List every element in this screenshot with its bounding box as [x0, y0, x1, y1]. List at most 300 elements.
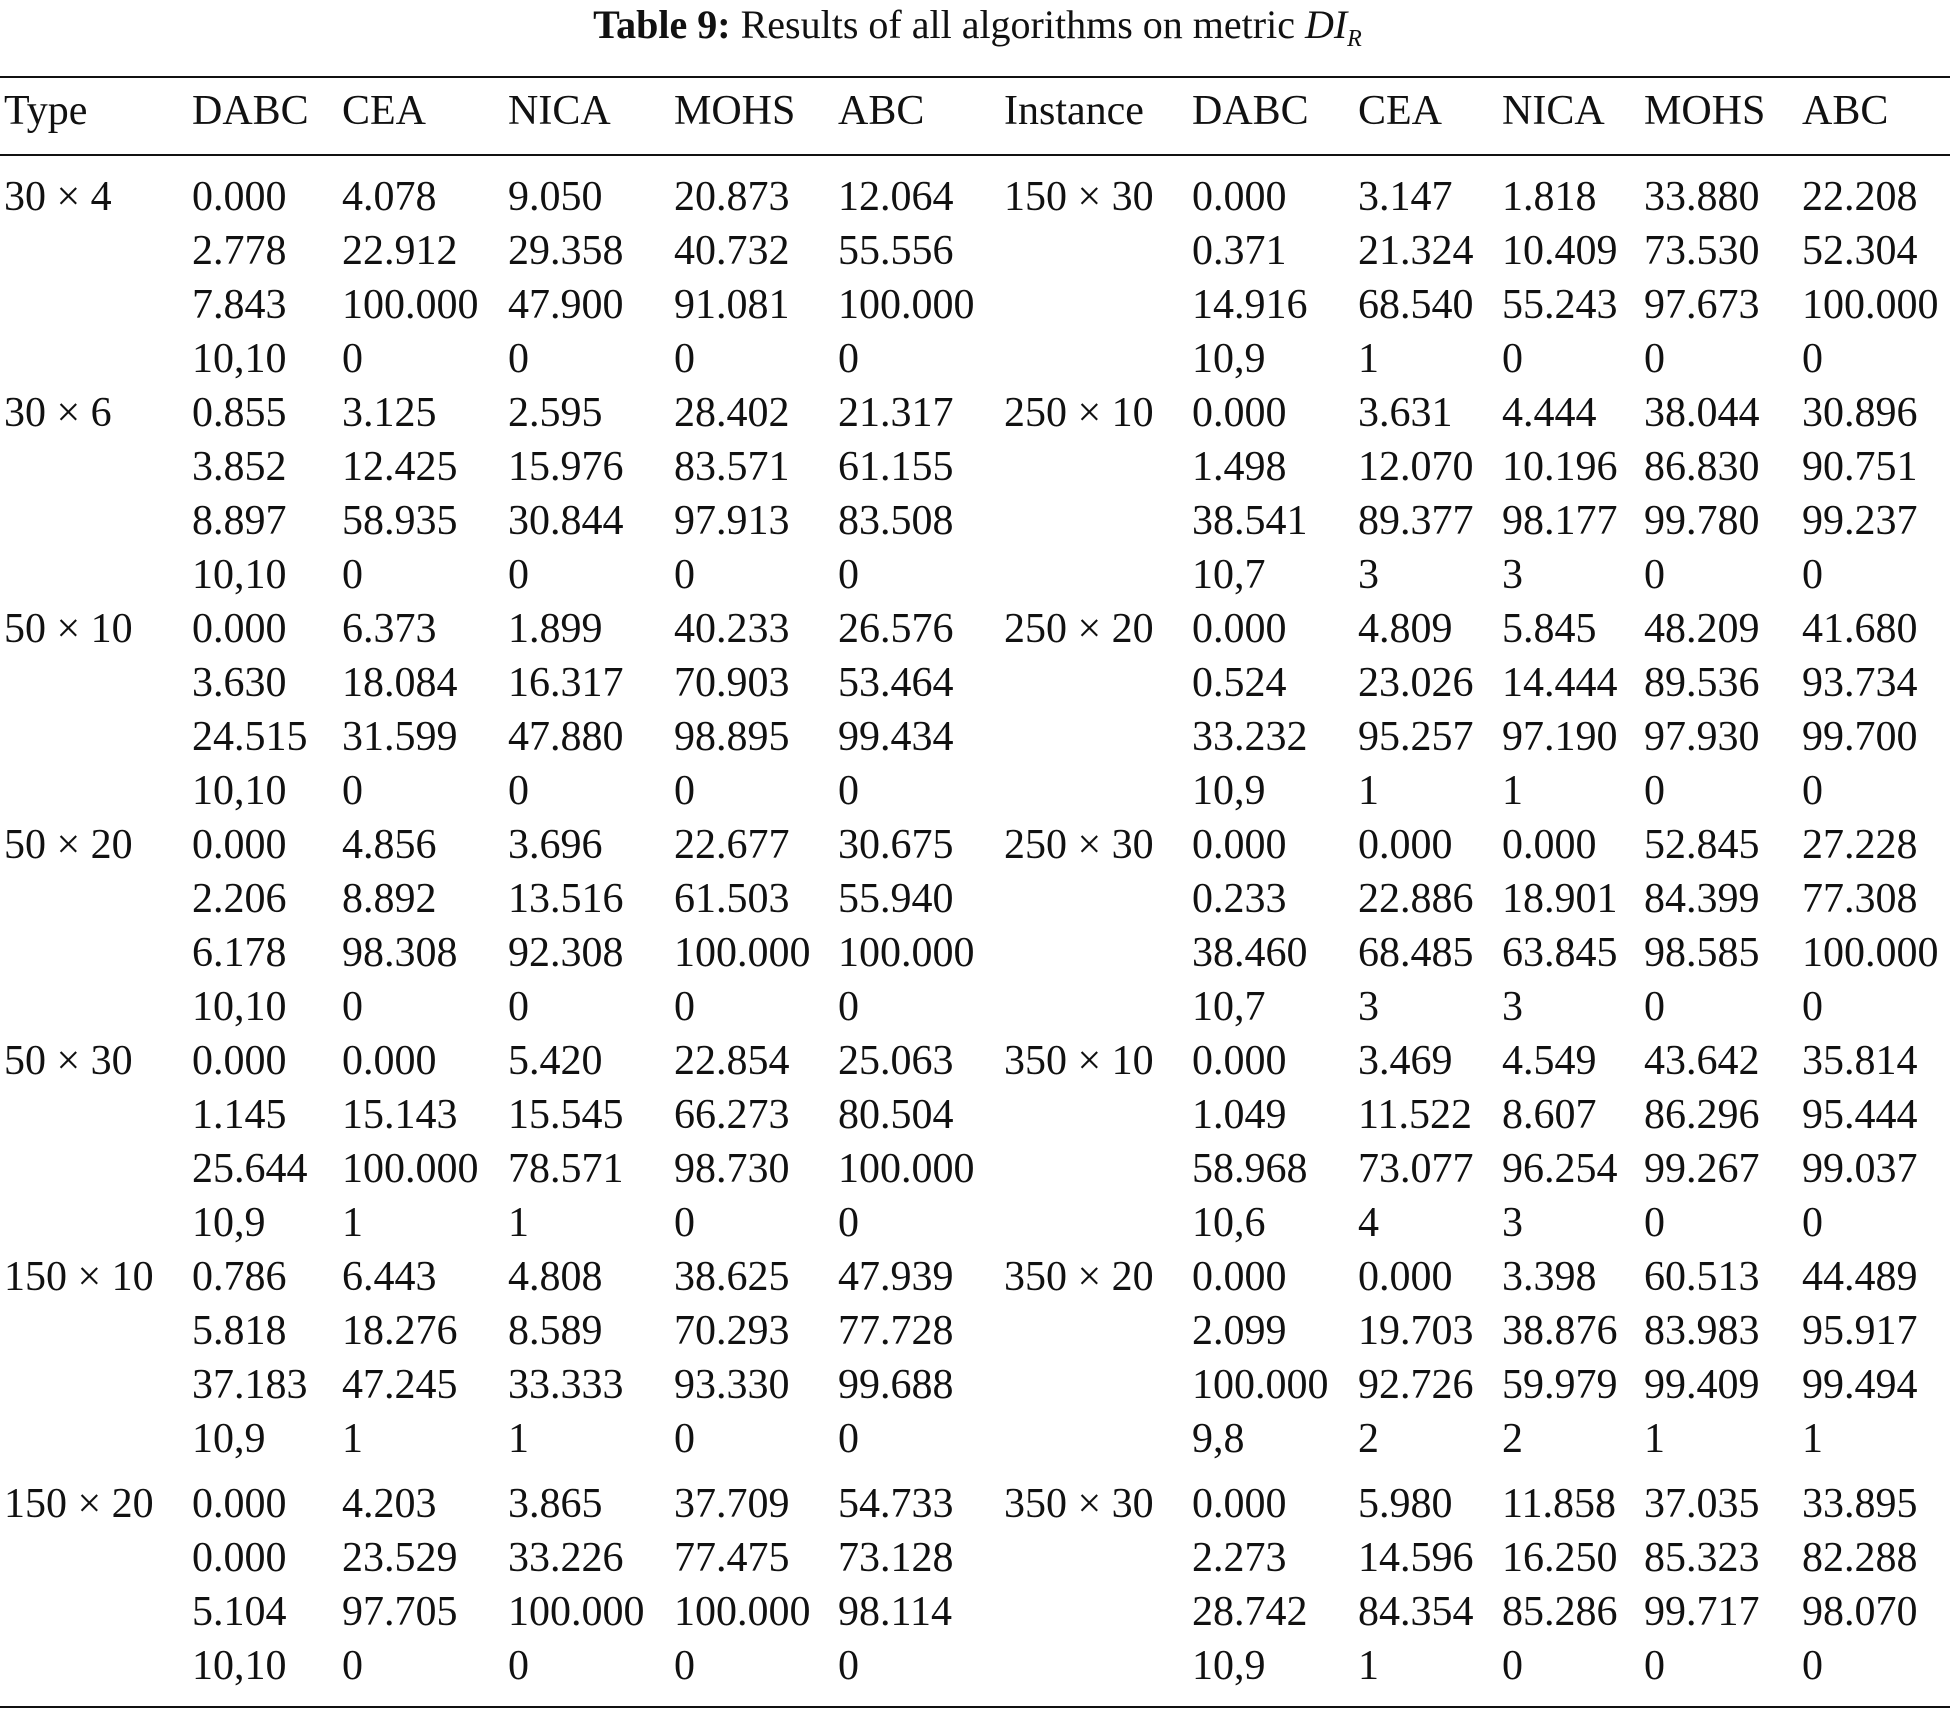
table-cell: 99.037 — [1802, 1146, 1918, 1192]
table-cell: 91.081 — [674, 282, 790, 328]
instance-label: 150 × 30 — [1004, 174, 1154, 220]
table-cell: 12.070 — [1358, 444, 1474, 490]
table-cell: 1 — [1358, 1643, 1379, 1689]
table-cell: 92.726 — [1358, 1362, 1474, 1408]
table-cell: 86.296 — [1644, 1092, 1760, 1138]
table-cell: 0 — [838, 768, 859, 814]
table-cell: 97.705 — [342, 1589, 458, 1635]
table-cell: 5.818 — [192, 1308, 287, 1354]
table-row — [0, 710, 1955, 764]
table-cell: 98.308 — [342, 930, 458, 976]
table-cell: 6.443 — [342, 1254, 437, 1300]
table-cell: 14.444 — [1502, 660, 1618, 706]
table-cell: 0 — [342, 768, 363, 814]
table-cell: 99.780 — [1644, 498, 1760, 544]
table-cell: 7.843 — [192, 282, 287, 328]
table-cell: 0 — [838, 1643, 859, 1689]
table-cell: 22.677 — [674, 822, 790, 868]
table-cell: 95.917 — [1802, 1308, 1918, 1354]
table-cell: 85.286 — [1502, 1589, 1618, 1635]
header-cell: ABC — [1802, 88, 1889, 134]
table-cell: 8.607 — [1502, 1092, 1597, 1138]
table-cell: 1.818 — [1502, 174, 1597, 220]
table-cell: 10,9 — [1192, 336, 1266, 382]
table-cell: 58.968 — [1192, 1146, 1308, 1192]
table-cell: 0.000 — [1192, 1038, 1287, 1084]
caption-metric: DI — [1304, 2, 1348, 47]
table-row — [0, 602, 1955, 656]
table-cell: 99.700 — [1802, 714, 1918, 760]
table-cell: 0 — [674, 336, 695, 382]
table-cell: 73.128 — [838, 1535, 954, 1581]
table-cell: 14.596 — [1358, 1535, 1474, 1581]
table-cell: 43.642 — [1644, 1038, 1760, 1084]
table-cell: 4.809 — [1358, 606, 1453, 652]
table-cell: 1 — [508, 1200, 529, 1246]
table-cell: 35.814 — [1802, 1038, 1918, 1084]
table-cell: 2 — [1502, 1416, 1523, 1462]
table-cell: 38.541 — [1192, 498, 1308, 544]
table-cell: 28.742 — [1192, 1589, 1308, 1635]
table-row — [0, 494, 1955, 548]
table-cell: 99.688 — [838, 1362, 954, 1408]
table-cell: 1 — [342, 1200, 363, 1246]
table-row — [0, 1196, 1955, 1250]
table-row — [0, 980, 1955, 1034]
table-cell: 83.571 — [674, 444, 790, 490]
table-cell: 5.845 — [1502, 606, 1597, 652]
table-cell: 47.245 — [342, 1362, 458, 1408]
header-cell: CEA — [342, 88, 426, 134]
table-row — [0, 278, 1955, 332]
table-cell: 0.371 — [1192, 228, 1287, 274]
table-cell: 3 — [1358, 984, 1379, 1030]
table-cell: 33.226 — [508, 1535, 624, 1581]
table-row — [0, 1304, 1955, 1358]
table-row — [0, 818, 1955, 872]
instance-label: 350 × 30 — [1004, 1481, 1154, 1527]
table-cell: 5.420 — [508, 1038, 603, 1084]
bottom-rule — [0, 1706, 1950, 1708]
table-cell: 10,7 — [1192, 984, 1266, 1030]
table-cell: 3.469 — [1358, 1038, 1453, 1084]
table-cell: 27.228 — [1802, 822, 1918, 868]
table-cell: 1 — [1802, 1416, 1823, 1462]
table-cell: 47.880 — [508, 714, 624, 760]
table-cell: 33.895 — [1802, 1481, 1918, 1527]
table-cell: 0 — [342, 336, 363, 382]
table-cell: 37.709 — [674, 1481, 790, 1527]
instance-label: 250 × 10 — [1004, 390, 1154, 436]
table-cell: 41.680 — [1802, 606, 1918, 652]
table-row — [0, 1358, 1955, 1412]
table-cell: 54.733 — [838, 1481, 954, 1527]
table-cell: 0 — [1644, 336, 1665, 382]
header-cell: ABC — [838, 88, 925, 134]
table-cell: 23.529 — [342, 1535, 458, 1581]
table-cell: 0 — [674, 1200, 695, 1246]
table-cell: 61.155 — [838, 444, 954, 490]
table-cell: 58.935 — [342, 498, 458, 544]
table-cell: 18.901 — [1502, 876, 1618, 922]
table-cell: 93.330 — [674, 1362, 790, 1408]
table-cell: 28.402 — [674, 390, 790, 436]
table-cell: 61.503 — [674, 876, 790, 922]
table-cell: 92.308 — [508, 930, 624, 976]
header-cell: Instance — [1004, 88, 1144, 134]
table-cell: 98.730 — [674, 1146, 790, 1192]
table-cell: 2 — [1358, 1416, 1379, 1462]
table-cell: 5.104 — [192, 1589, 287, 1635]
instance-label: 250 × 20 — [1004, 606, 1154, 652]
table-cell: 9.050 — [508, 174, 603, 220]
caption-text: Results of all algorithms on metric — [740, 2, 1305, 47]
table-cell: 20.873 — [674, 174, 790, 220]
table-row — [0, 926, 1955, 980]
table-cell: 0 — [1644, 1643, 1665, 1689]
table-cell: 10,10 — [192, 768, 287, 814]
table-cell: 0.000 — [192, 174, 287, 220]
table-cell: 100.000 — [342, 1146, 479, 1192]
table-row — [0, 548, 1955, 602]
instance-label: 250 × 30 — [1004, 822, 1154, 868]
table-row — [0, 1088, 1955, 1142]
table-cell: 97.930 — [1644, 714, 1760, 760]
table-cell: 3 — [1502, 1200, 1523, 1246]
table-cell: 11.522 — [1358, 1092, 1472, 1138]
table-cell: 97.913 — [674, 498, 790, 544]
table-cell: 0 — [1802, 1643, 1823, 1689]
table-cell: 2.595 — [508, 390, 603, 436]
table-cell: 59.979 — [1502, 1362, 1618, 1408]
table-cell: 16.250 — [1502, 1535, 1618, 1581]
table-cell: 26.576 — [838, 606, 954, 652]
instance-label: 350 × 10 — [1004, 1038, 1154, 1084]
table-cell: 77.475 — [674, 1535, 790, 1581]
table-cell: 3.125 — [342, 390, 437, 436]
table-cell: 100.000 — [674, 1589, 811, 1635]
table-cell: 3 — [1358, 552, 1379, 598]
table-cell: 89.536 — [1644, 660, 1760, 706]
table-cell: 0 — [1644, 552, 1665, 598]
type-label: 150 × 20 — [4, 1481, 154, 1527]
table-cell: 78.571 — [508, 1146, 624, 1192]
header-cell: Type — [4, 88, 88, 134]
table-cell: 0 — [1802, 336, 1823, 382]
table-cell: 10,10 — [192, 1643, 287, 1689]
table-cell: 18.084 — [342, 660, 458, 706]
table-cell: 3.398 — [1502, 1254, 1597, 1300]
table-cell: 48.209 — [1644, 606, 1760, 652]
table-cell: 6.178 — [192, 930, 287, 976]
type-label: 50 × 10 — [4, 606, 133, 652]
table-cell: 10,9 — [1192, 1643, 1266, 1689]
table-cell: 53.464 — [838, 660, 954, 706]
table-cell: 10,9 — [192, 1200, 266, 1246]
table-cell: 55.940 — [838, 876, 954, 922]
table-cell: 0 — [508, 552, 529, 598]
table-row — [0, 1477, 1955, 1531]
table-cell: 1.899 — [508, 606, 603, 652]
table-cell: 11.858 — [1502, 1481, 1616, 1527]
table-row — [0, 656, 1955, 710]
table-cell: 0.000 — [1192, 1254, 1287, 1300]
table-cell: 4.856 — [342, 822, 437, 868]
table-cell: 18.276 — [342, 1308, 458, 1354]
table-cell: 10,7 — [1192, 552, 1266, 598]
table-cell: 0.000 — [1192, 822, 1287, 868]
table-cell: 44.489 — [1802, 1254, 1918, 1300]
table-cell: 0 — [838, 984, 859, 1030]
type-label: 30 × 4 — [4, 174, 112, 220]
table-cell: 99.409 — [1644, 1362, 1760, 1408]
table-cell: 4.549 — [1502, 1038, 1597, 1084]
table-cell: 0.000 — [192, 1481, 287, 1527]
table-cell: 0 — [674, 1416, 695, 1462]
table-row — [0, 1531, 1955, 1585]
table-cell: 0.000 — [192, 822, 287, 868]
table-cell: 60.513 — [1644, 1254, 1760, 1300]
table-cell: 4 — [1358, 1200, 1379, 1246]
table-cell: 0.000 — [1192, 606, 1287, 652]
table-cell: 70.293 — [674, 1308, 790, 1354]
table-cell: 0 — [508, 984, 529, 1030]
table-cell: 14.916 — [1192, 282, 1308, 328]
table-cell: 1 — [508, 1416, 529, 1462]
table-cell: 0 — [674, 552, 695, 598]
table-cell: 10,10 — [192, 336, 287, 382]
table-row — [0, 764, 1955, 818]
table-cell: 0 — [508, 1643, 529, 1689]
table-cell: 52.845 — [1644, 822, 1760, 868]
table-cell: 33.880 — [1644, 174, 1760, 220]
table-cell: 0.000 — [192, 606, 287, 652]
table-cell: 5.980 — [1358, 1481, 1453, 1527]
table-cell: 0 — [1502, 1643, 1523, 1689]
table-cell: 97.190 — [1502, 714, 1618, 760]
table-cell: 100.000 — [838, 1146, 975, 1192]
table-cell: 25.644 — [192, 1146, 308, 1192]
table-cell: 0 — [838, 1416, 859, 1462]
table-cell: 0.000 — [1358, 822, 1453, 868]
table-cell: 99.494 — [1802, 1362, 1918, 1408]
table-cell: 0 — [1644, 984, 1665, 1030]
table-cell: 12.425 — [342, 444, 458, 490]
table-cell: 3.631 — [1358, 390, 1453, 436]
table-cell: 33.333 — [508, 1362, 624, 1408]
table-cell: 55.243 — [1502, 282, 1618, 328]
table-cell: 1 — [1358, 768, 1379, 814]
table-cell: 95.444 — [1802, 1092, 1918, 1138]
table-cell: 63.845 — [1502, 930, 1618, 976]
table-row — [0, 332, 1955, 386]
table-cell: 22.886 — [1358, 876, 1474, 922]
table-cell: 10.409 — [1502, 228, 1618, 274]
table-row — [0, 1585, 1955, 1639]
header-cell: DABC — [192, 88, 309, 134]
type-label: 150 × 10 — [4, 1254, 154, 1300]
table-cell: 86.830 — [1644, 444, 1760, 490]
table-cell: 3 — [1502, 984, 1523, 1030]
table-cell: 99.237 — [1802, 498, 1918, 544]
table-cell: 98.585 — [1644, 930, 1760, 976]
table-cell: 0.000 — [1358, 1254, 1453, 1300]
table-cell: 0 — [1802, 984, 1823, 1030]
table-cell: 96.254 — [1502, 1146, 1618, 1192]
header-cell: NICA — [1502, 88, 1605, 134]
header-cell: DABC — [1192, 88, 1309, 134]
table-cell: 0 — [342, 1643, 363, 1689]
table-cell: 6.373 — [342, 606, 437, 652]
table-cell: 3.696 — [508, 822, 603, 868]
header-cell: CEA — [1358, 88, 1442, 134]
table-cell: 85.323 — [1644, 1535, 1760, 1581]
table-cell: 100.000 — [1802, 282, 1939, 328]
table-cell: 0.000 — [342, 1038, 437, 1084]
type-label: 50 × 30 — [4, 1038, 133, 1084]
table-cell: 0 — [508, 336, 529, 382]
table-cell: 23.026 — [1358, 660, 1474, 706]
table-cell: 1 — [1644, 1416, 1665, 1462]
table-cell: 10,9 — [192, 1416, 266, 1462]
table-cell: 4.808 — [508, 1254, 603, 1300]
table-cell: 38.460 — [1192, 930, 1308, 976]
table-cell: 2.099 — [1192, 1308, 1287, 1354]
table-cell: 0 — [508, 768, 529, 814]
table-cell: 31.599 — [342, 714, 458, 760]
table-cell: 3.147 — [1358, 174, 1453, 220]
table-row — [0, 1250, 1955, 1304]
table-cell: 95.257 — [1358, 714, 1474, 760]
table-cell: 100.000 — [508, 1589, 645, 1635]
table-cell: 10,10 — [192, 984, 287, 1030]
table-cell: 8.892 — [342, 876, 437, 922]
table-cell: 30.844 — [508, 498, 624, 544]
table-cell: 0.855 — [192, 390, 287, 436]
table-cell: 99.717 — [1644, 1589, 1760, 1635]
header-cell: NICA — [508, 88, 611, 134]
table-cell: 1 — [342, 1416, 363, 1462]
table-cell: 97.673 — [1644, 282, 1760, 328]
table-cell: 15.976 — [508, 444, 624, 490]
table-cell: 33.232 — [1192, 714, 1308, 760]
table-cell: 22.854 — [674, 1038, 790, 1084]
table-row — [0, 224, 1955, 278]
table-cell: 83.508 — [838, 498, 954, 544]
table-cell: 93.734 — [1802, 660, 1918, 706]
table-cell: 0 — [1502, 336, 1523, 382]
table-cell: 89.377 — [1358, 498, 1474, 544]
table-cell: 73.077 — [1358, 1146, 1474, 1192]
table-row — [0, 1142, 1955, 1196]
table-cell: 2.206 — [192, 876, 287, 922]
table-cell: 22.208 — [1802, 174, 1918, 220]
table-cell: 8.589 — [508, 1308, 603, 1354]
table-cell: 68.485 — [1358, 930, 1474, 976]
table-row — [0, 1412, 1955, 1466]
table-cell: 2.273 — [1192, 1535, 1287, 1581]
table-cell: 37.183 — [192, 1362, 308, 1408]
table-cell: 4.444 — [1502, 390, 1597, 436]
table-cell: 40.233 — [674, 606, 790, 652]
table-cell: 0.233 — [1192, 876, 1287, 922]
table-cell: 15.143 — [342, 1092, 458, 1138]
table-cell: 77.308 — [1802, 876, 1918, 922]
table-cell: 22.912 — [342, 228, 458, 274]
table-cell: 84.354 — [1358, 1589, 1474, 1635]
table-cell: 80.504 — [838, 1092, 954, 1138]
table-cell: 0 — [1802, 552, 1823, 598]
table-cell: 1 — [1502, 768, 1523, 814]
table-cell: 0 — [342, 552, 363, 598]
table-cell: 100.000 — [1802, 930, 1939, 976]
table-cell: 1 — [1358, 336, 1379, 382]
table-cell: 84.399 — [1644, 876, 1760, 922]
table-cell: 0.000 — [1192, 1481, 1287, 1527]
table-cell: 52.304 — [1802, 228, 1918, 274]
table-cell: 99.434 — [838, 714, 954, 760]
table-cell: 0 — [838, 336, 859, 382]
table-cell: 21.317 — [838, 390, 954, 436]
instance-label: 350 × 20 — [1004, 1254, 1154, 1300]
table-cell: 25.063 — [838, 1038, 954, 1084]
table-cell: 30.675 — [838, 822, 954, 868]
table-cell: 21.324 — [1358, 228, 1474, 274]
table-cell: 1.498 — [1192, 444, 1287, 490]
table-cell: 3.630 — [192, 660, 287, 706]
table-cell: 0.000 — [1502, 822, 1597, 868]
table-cell: 37.035 — [1644, 1481, 1760, 1527]
header-cell: MOHS — [674, 88, 796, 134]
table-cell: 0 — [674, 1643, 695, 1689]
table-cell: 66.273 — [674, 1092, 790, 1138]
table-cell: 0.000 — [192, 1038, 287, 1084]
table-cell: 38.044 — [1644, 390, 1760, 436]
table-cell: 100.000 — [342, 282, 479, 328]
table-cell: 77.728 — [838, 1308, 954, 1354]
type-label: 50 × 20 — [4, 822, 133, 868]
table-cell: 0 — [838, 1200, 859, 1246]
table-cell: 90.751 — [1802, 444, 1918, 490]
table-cell: 12.064 — [838, 174, 954, 220]
table-cell: 2.778 — [192, 228, 287, 274]
table-cell: 55.556 — [838, 228, 954, 274]
table-cell: 10,10 — [192, 552, 287, 598]
table-cell: 38.876 — [1502, 1308, 1618, 1354]
table-cell: 0 — [1644, 768, 1665, 814]
table-row — [0, 170, 1955, 224]
table-cell: 10.196 — [1502, 444, 1618, 490]
table-cell: 99.267 — [1644, 1146, 1760, 1192]
table-cell: 15.545 — [508, 1092, 624, 1138]
table-cell: 0.000 — [1192, 390, 1287, 436]
table-cell: 47.939 — [838, 1254, 954, 1300]
table-cell: 10,9 — [1192, 768, 1266, 814]
table-row — [0, 1639, 1955, 1693]
table-cell: 98.114 — [838, 1589, 952, 1635]
table-cell: 10,6 — [1192, 1200, 1266, 1246]
table-cell: 4.078 — [342, 174, 437, 220]
table-cell: 4.203 — [342, 1481, 437, 1527]
table-cell: 16.317 — [508, 660, 624, 706]
table-cell: 0 — [674, 984, 695, 1030]
table-cell: 98.177 — [1502, 498, 1618, 544]
table-cell: 1.049 — [1192, 1092, 1287, 1138]
table-cell: 0 — [1802, 768, 1823, 814]
table-cell: 1.145 — [192, 1092, 287, 1138]
table-cell: 73.530 — [1644, 228, 1760, 274]
table-cell: 3.865 — [508, 1481, 603, 1527]
